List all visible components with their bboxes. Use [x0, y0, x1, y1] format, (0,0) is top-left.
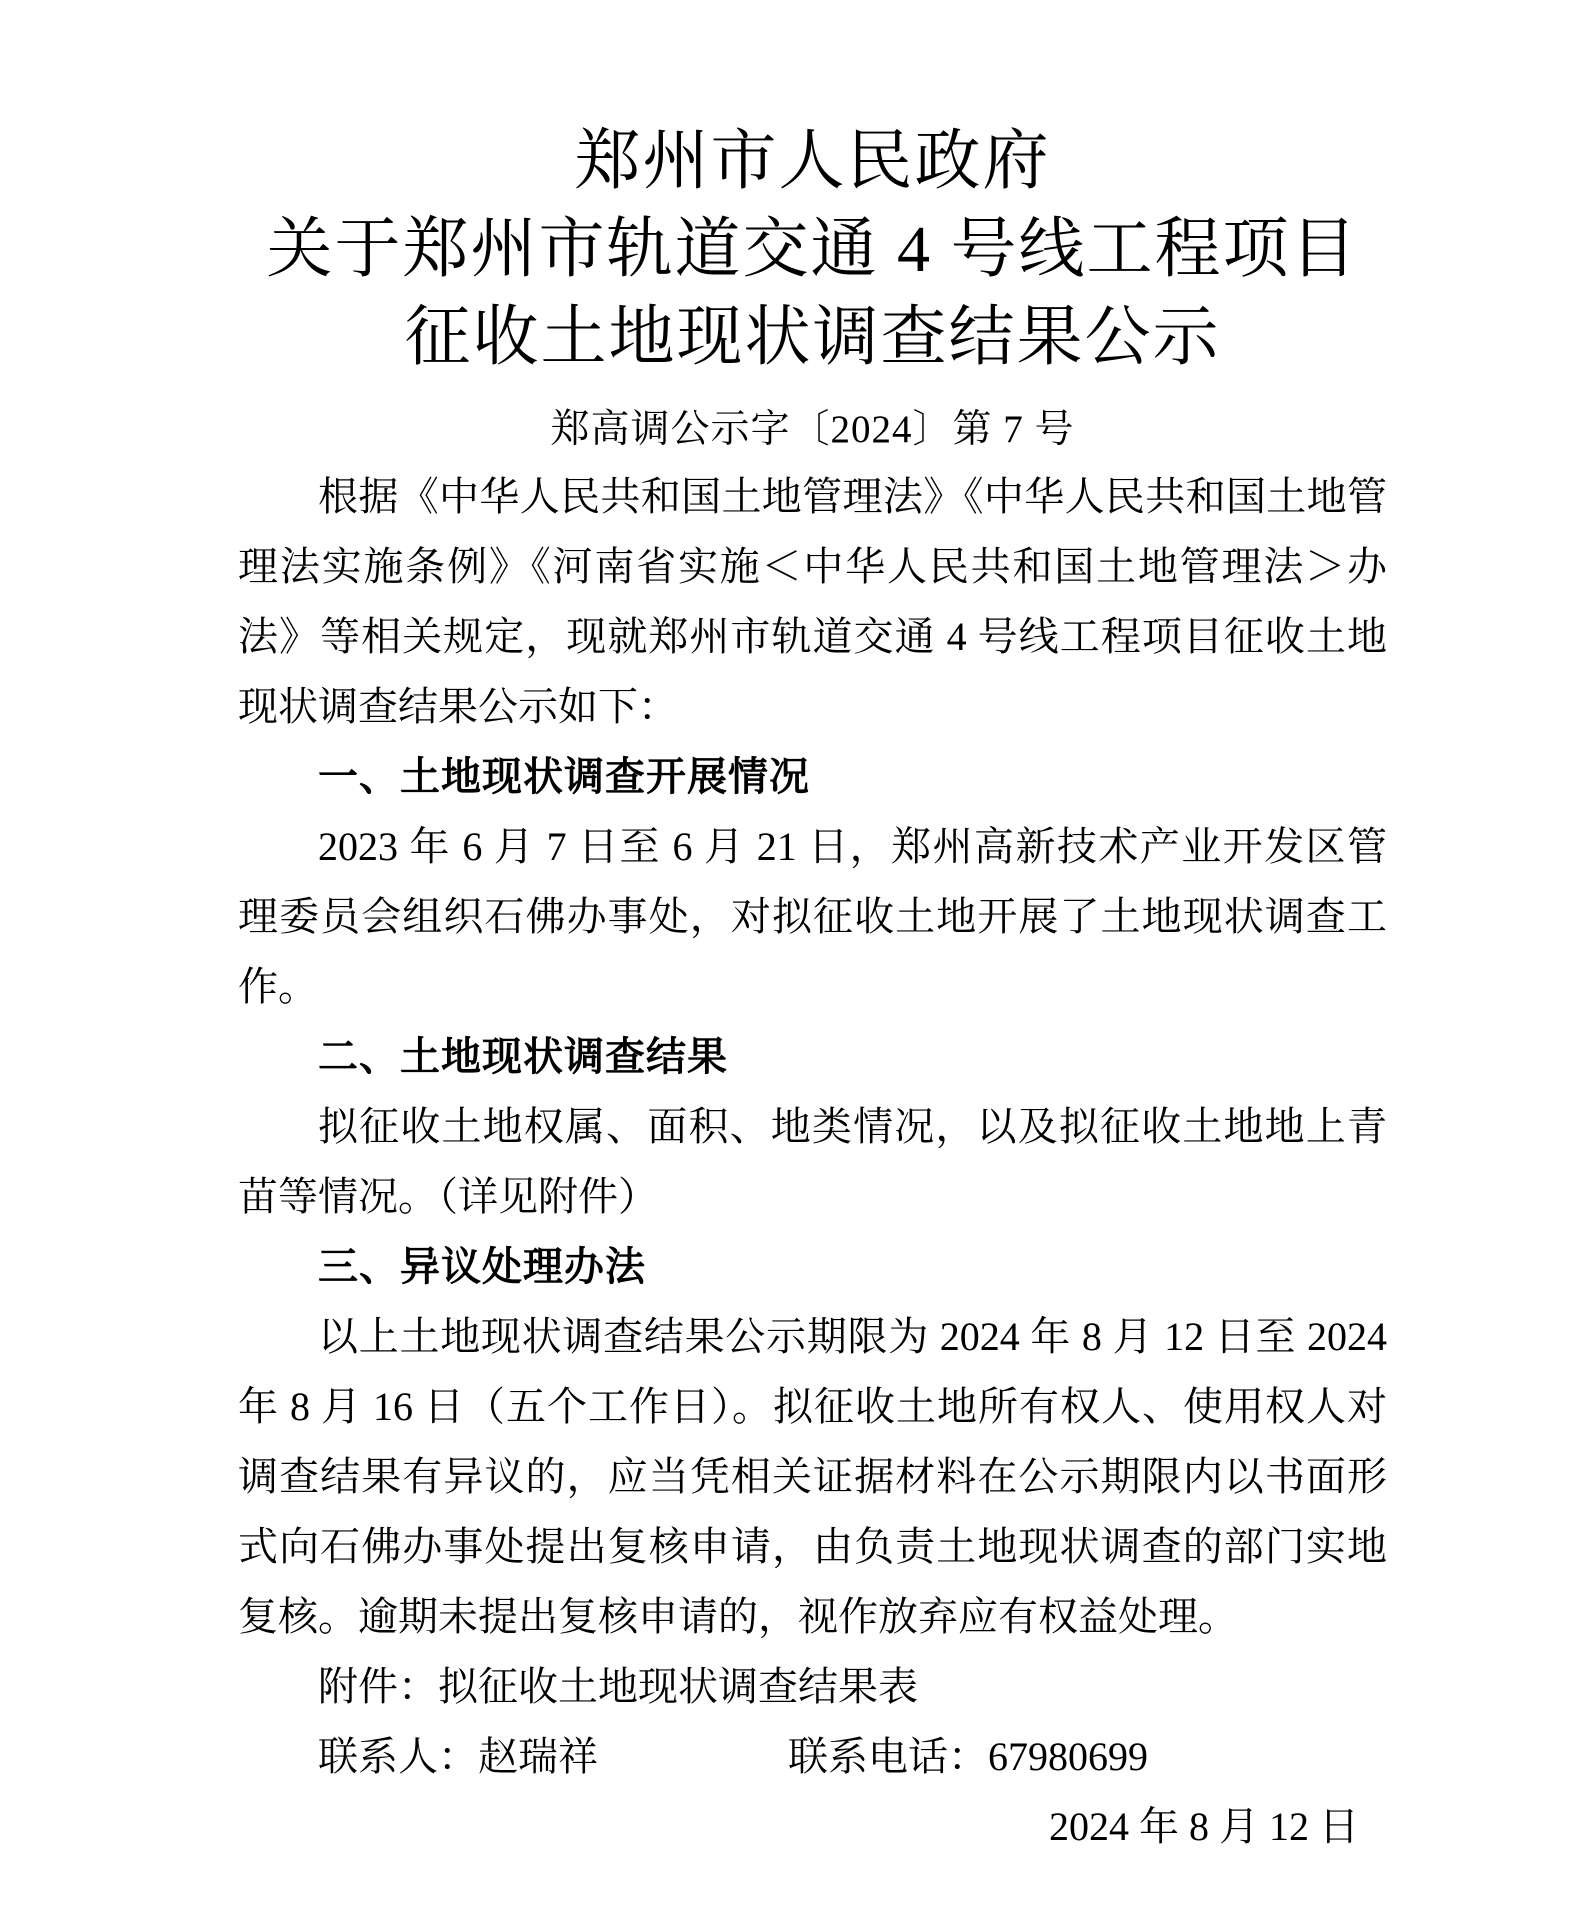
intro-paragraph: 根据《中华人民共和国土地管理法》《中华人民共和国土地管理法实施条例》《河南省实施＜中华人民共和国土地管理法＞办法》等相关规定，现就郑州市轨道交通 4 号线工程项目征收土地现状调查结果公示如下：	[238, 474, 1387, 729]
contact-phone	[788, 1734, 1148, 1779]
contact-person-name: 赵瑞祥	[478, 1734, 598, 1779]
issue-date: 2024 年 8 月 12 日	[1049, 1804, 1359, 1849]
document-header	[238, 118, 1387, 462]
issuer-title: 郑州市人民政府	[574, 125, 1051, 198]
section-1-heading: 一、土地现状调查开展情况	[318, 755, 810, 799]
contact-person	[318, 1734, 598, 1779]
contact-phone-label: 联系电话：	[788, 1734, 988, 1779]
subject-title-line-2: 征收土地现状调查结果公示	[404, 301, 1221, 374]
section-2-heading: 二、土地现状调查结果	[318, 1035, 728, 1079]
section-3-heading: 三、异议处理办法	[318, 1245, 646, 1289]
contact-phone-number: 67980699	[988, 1734, 1148, 1779]
section-2-paragraph: 拟征收土地权属、面积、地类情况，以及拟征收土地地上青苗等情况。（详见附件）	[238, 1104, 1387, 1219]
document-body	[238, 462, 1387, 1862]
subject-title-line-1: 关于郑州市轨道交通 4 号线工程项目	[266, 213, 1359, 286]
contact-line	[238, 1722, 1387, 1792]
contact-person-label: 联系人：	[318, 1734, 478, 1779]
document-number: 郑高调公示字〔2024〕第 7 号	[550, 408, 1075, 451]
section-1-paragraph: 2023 年 6 月 7 日至 6 月 21 日，郑州高新技术产业开发区管理委员会组织石佛办事处，对拟征收土地开展了土地现状调查工作。	[238, 824, 1387, 1009]
attachment-line: 附件：拟征收土地现状调查结果表	[318, 1664, 918, 1709]
section-3-paragraph: 以上土地现状调查结果公示期限为 2024 年 8 月 12 日至 2024 年 8 月 16 日（五个工作日）。拟征收土地所有权人、使用权人对调查结果有异议的，应当凭相关证据材料在公示期限内以书面形式向石佛办事处提出复核申请，由负责土地现状调查的部门实地复核。逾期未提出复核申请的，视作放弃应有权益处理。	[238, 1314, 1387, 1639]
